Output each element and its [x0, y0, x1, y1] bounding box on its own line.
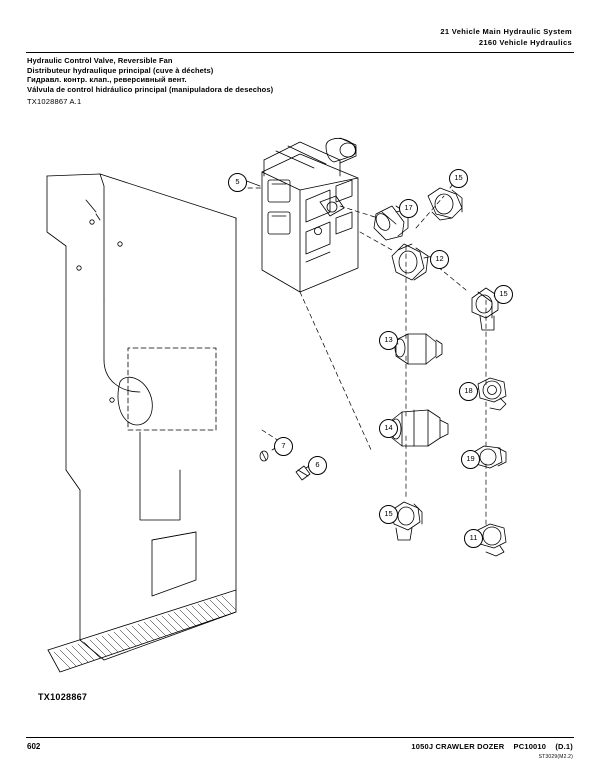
figure-caption: TX1028867: [38, 692, 88, 702]
callout-bubble: 15: [449, 169, 468, 188]
figure-reference: TX1028867 A.1: [27, 97, 82, 106]
title-english: Hydraulic Control Valve, Reversible Fan: [27, 56, 173, 65]
callout-bubble: 14: [379, 419, 398, 438]
footer-model: 1050J CRAWLER DOZER: [411, 742, 505, 751]
page-number: 602: [27, 742, 41, 751]
footer-catalog: PC10010: [513, 742, 547, 751]
callout-bubble: 17: [399, 199, 418, 218]
callout-bubble: 15: [494, 285, 513, 304]
callout-bubble: 12: [430, 250, 449, 269]
callout-bubble: 7: [274, 437, 293, 456]
header-line-2: 2160 Vehicle Hydraulics: [478, 38, 572, 47]
callout-bubble: 11: [464, 529, 483, 548]
footer-model-info: [411, 742, 573, 751]
title-french: Distributeur hydraulique principal (cuve à déchets): [27, 65, 214, 75]
title-russian: Гидравл. контр. клап., реверсивный вент.: [27, 75, 187, 85]
header-line-1: 21 Vehicle Main Hydraulic System: [440, 27, 572, 36]
callout-bubble: 6: [308, 456, 327, 475]
callout-bubble: 13: [379, 331, 398, 350]
callout-bubble: 15: [379, 505, 398, 524]
callout-bubble: 18: [459, 382, 478, 401]
title-spanish: Válvula de control hidráulico principal (manipuladora de desechos): [27, 84, 274, 94]
callout-bubble: 19: [461, 450, 480, 469]
footer-revision: (D.1): [555, 742, 573, 751]
callout-bubble: 5: [228, 173, 247, 192]
footer-divider: [26, 737, 574, 738]
footer-doc-code: ST3029(M2.2): [538, 754, 573, 760]
